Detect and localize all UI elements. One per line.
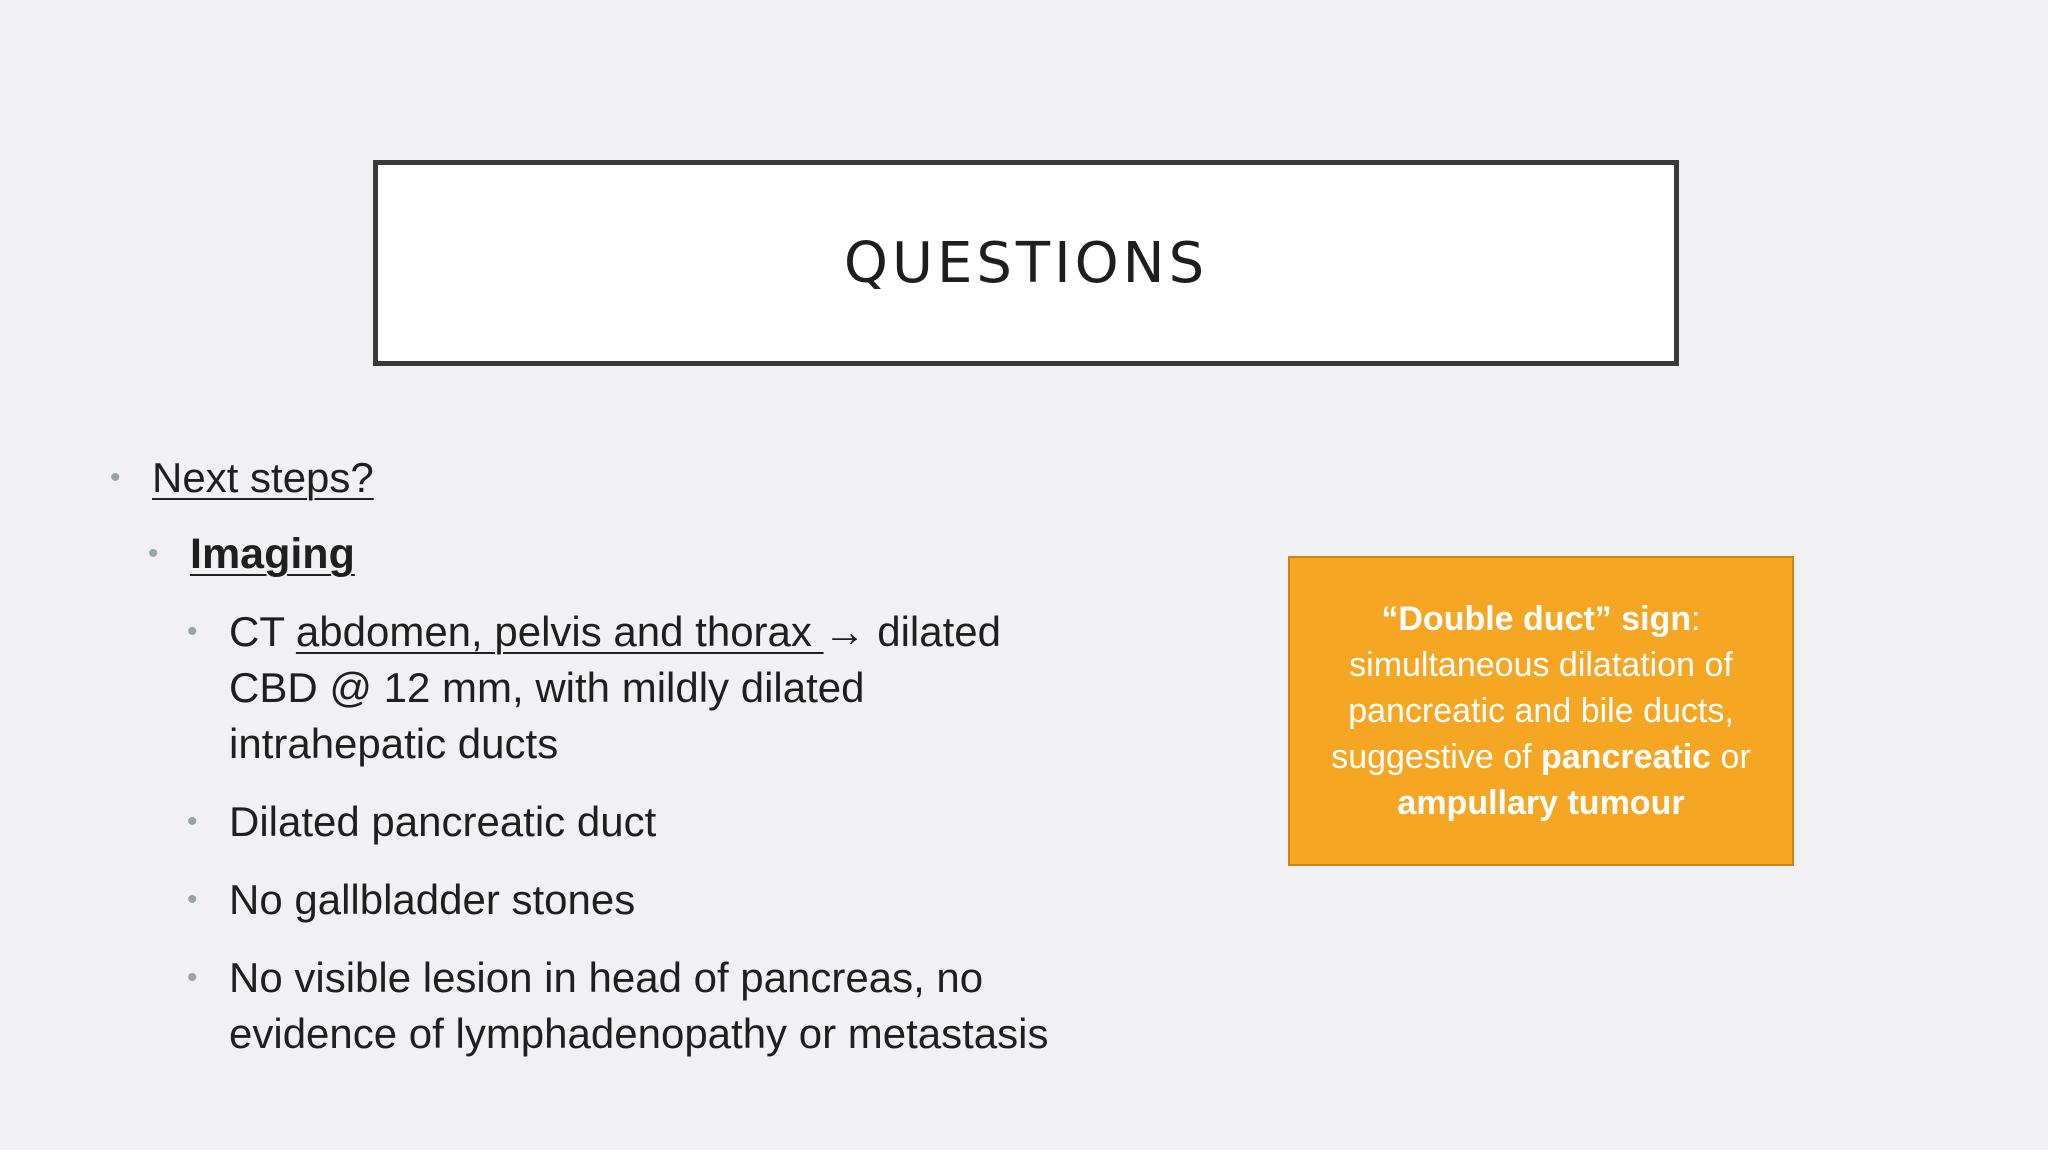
bullet-gallbladder: [187, 872, 1090, 928]
bullet-next-steps: [110, 450, 1090, 506]
bullet-list: [110, 450, 1090, 1084]
bullet-ct-findings: [187, 604, 1090, 772]
ct-prefix: CT: [229, 608, 296, 655]
title-box: [373, 160, 1679, 366]
bullet-imaging: [148, 526, 1090, 582]
ct-line1-end: dilated: [865, 608, 1002, 655]
right-arrow-icon: →: [823, 608, 866, 655]
callout-line-1: “Double duct” sign:: [1381, 600, 1701, 638]
ct-line-3: intrahepatic ducts: [229, 720, 559, 767]
bullet-dot-icon: •: [187, 883, 198, 916]
bullet-dot-icon: •: [148, 537, 159, 570]
imaging-label: Imaging: [190, 530, 355, 578]
callout-heading: “Double duct” sign: [1381, 600, 1692, 638]
callout-line-5: ampullary tumour: [1397, 784, 1685, 822]
no-lesion-line-2: evidence of lymphadenopathy or metastasis: [229, 1010, 1049, 1057]
callout-text: [1331, 596, 1751, 826]
ct-body-regions: abdomen, pelvis and thorax: [295, 608, 824, 655]
gallbladder-text: No gallbladder stones: [229, 876, 636, 923]
bullet-no-lesion: [187, 950, 1090, 1062]
bullet-dot-icon: •: [110, 461, 121, 494]
callout-line-4: suggestive of pancreatic or: [1331, 738, 1751, 776]
callout-line-2: simultaneous dilatation of: [1349, 646, 1733, 684]
pancreatic-duct-text: Dilated pancreatic duct: [229, 798, 657, 845]
no-lesion-line-1: No visible lesion in head of pancreas, no: [229, 954, 984, 1001]
next-steps-label: Next steps?: [152, 454, 374, 501]
ct-line-2: CBD @ 12 mm, with mildly dilated: [229, 664, 865, 711]
bullet-dot-icon: •: [187, 961, 198, 994]
bullet-pancreatic-duct: [187, 794, 1090, 850]
bullet-dot-icon: •: [187, 805, 198, 838]
slide-title: QUESTIONS: [843, 230, 1209, 296]
bullet-dot-icon: •: [187, 615, 198, 648]
ct-line-1: [229, 604, 1090, 660]
double-duct-callout: [1288, 556, 1794, 866]
callout-line-3: pancreatic and bile ducts,: [1348, 692, 1734, 730]
